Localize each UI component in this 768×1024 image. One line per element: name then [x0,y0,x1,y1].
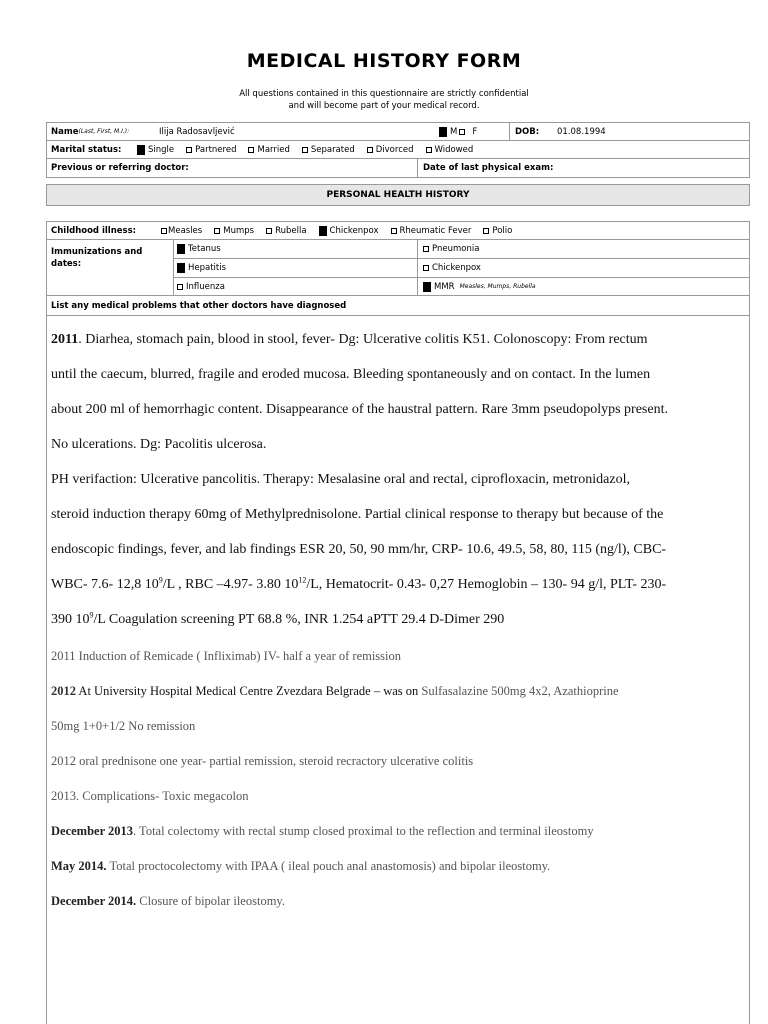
history-line: 2013. Complications- Toxic megacolon [51,789,249,803]
sex-field[interactable]: M F [439,123,477,140]
confidentiality-note [0,88,768,112]
doctor-row [47,159,749,177]
marital-partnered[interactable]: Partnered [186,145,236,155]
marital-married[interactable]: Married [248,145,289,155]
marital-label: Marital status: [51,144,122,155]
imm-pneumonia[interactable]: Pneumonia [423,240,479,258]
marital-separated[interactable]: Separated [302,145,355,155]
history-line: 2012 oral prednisone one year- partial remission, steroid recractory ulcerative colitis [51,754,474,768]
childhood-row [47,222,749,240]
marital-single[interactable]: Single [137,145,174,155]
marital-divorced[interactable]: Divorced [367,145,414,155]
childhood-options[interactable] [161,222,524,239]
childhood-mumps[interactable]: Mumps [214,226,254,236]
name-value[interactable]: Ilija Radosavljević [159,126,235,137]
history-line: steroid induction therapy 60mg of Methylprednisolone. Partial clinical response to therapy but because of the [51,507,664,522]
imm-tetanus[interactable]: Tetanus [177,240,221,258]
history-line: 2011 Induction of Remicade ( Infliximab) IV- half a year of remission [51,649,402,663]
problems-row [47,296,749,316]
history-line: May 2014. Total proctocolectomy with IPAA ( ileal pouch anal anastomosis) and bipolar ileostomy. [51,859,551,873]
marital-widowed[interactable]: Widowed [426,145,474,155]
health-history-table [46,221,750,315]
childhood-rheumatic-fever[interactable]: Rheumatic Fever [391,226,472,236]
sex-f-checkbox[interactable] [459,129,465,135]
childhood-label: Childhood illness: [51,225,137,236]
history-line: 390 $10^9/L$ Coagulation screening PT 68.8 %, INR 1.254 aPTT 29.4 D-Dimer 290 [51,612,505,627]
imm-hepatitis[interactable]: Hepatitis [177,258,226,277]
prev-doctor-label: Previous or referring doctor: [51,163,189,173]
history-line: No ulcerations. Dg: Pacolitis ulcerosa. [51,437,267,452]
patient-info-table [46,122,750,178]
history-line: December 2014. Closure of bipolar ileostomy. [51,894,285,908]
history-line: PH verifaction: Ulcerative pancolitis. Therapy: Mesalasine oral and rectal, ciprofloxacin, metronidazol, [51,472,630,487]
immunizations-block [47,240,749,296]
form-title: MEDICAL HISTORY FORM [246,50,522,72]
imm-influenza[interactable]: Influenza [177,277,225,296]
childhood-chickenpox[interactable]: Chickenpox [319,226,379,236]
name-label: Name (Last, First, M.I.): [51,126,130,137]
problems-label: List any medical problems that other doctors have diagnosed [51,300,347,311]
history-line: 2011. Diarhea, stomach pain, blood in stool, fever- Dg: Ulcerative colitis K51. Colonoscopy: From rectum [51,332,648,347]
medical-history-text[interactable] [46,315,750,1024]
childhood-measles[interactable]: Measles [161,226,202,236]
sex-m-checkbox[interactable] [439,127,447,137]
name-row [47,123,749,141]
note-line-1: All questions contained in this questionnaire are strictly confidential [239,89,529,99]
note-line-2: and will become part of your medical record. [288,101,480,111]
childhood-polio[interactable]: Polio [483,226,512,236]
dob-value[interactable]: 01.08.1994 [557,126,606,137]
last-exam-label: Date of last physical exam: [423,163,554,173]
history-line: 50mg 1+0+1/2 No remission [51,719,196,733]
imm-chickenpox[interactable]: Chickenpox [423,258,481,277]
section-header: PERSONAL HEALTH HISTORY [46,184,750,206]
immunizations-label: Immunizations and dates: [51,247,143,269]
dob-label: DOB: [515,126,540,137]
history-line: WBC- 7.6- 12,8 $10^9/L$ , RBC –4.97- 3.80 $10^{12}/L$, Hematocrit- 0.43- 0,27 Hemoglobin – 130- 94 g/l, PLT- 230- [51,577,667,592]
history-line: about 200 ml of hemorrhagic content. Disappearance of the haustral pattern. Rare 3mm pseudopolyps present. [51,402,668,417]
history-line: until the caecum, blurred, fragile and eroded mucosa. Bleeding spontaneously and on contact. In the lumen [51,367,651,382]
history-line: 2012 At University Hospital Medical Centre Zvezdara Belgrade – was on Sulfasalazine 500mg 4x2, Azathioprine [51,684,619,698]
history-line: December 2013. Total colectomy with rectal stump closed proximal to the reflection and terminal ileostomy [51,824,594,838]
childhood-rubella[interactable]: Rubella [266,226,306,236]
history-line: endoscopic findings, fever, and lab findings ESR 20, 50, 90 mm/hr, CRP- 10.6, 49.5, 58, 80, 115 (ng/l), CBC- [51,542,667,557]
marital-row [47,141,749,159]
imm-mmr[interactable]: MMR Measles, Mumps, Rubella [423,277,536,296]
marital-options[interactable] [137,141,485,158]
